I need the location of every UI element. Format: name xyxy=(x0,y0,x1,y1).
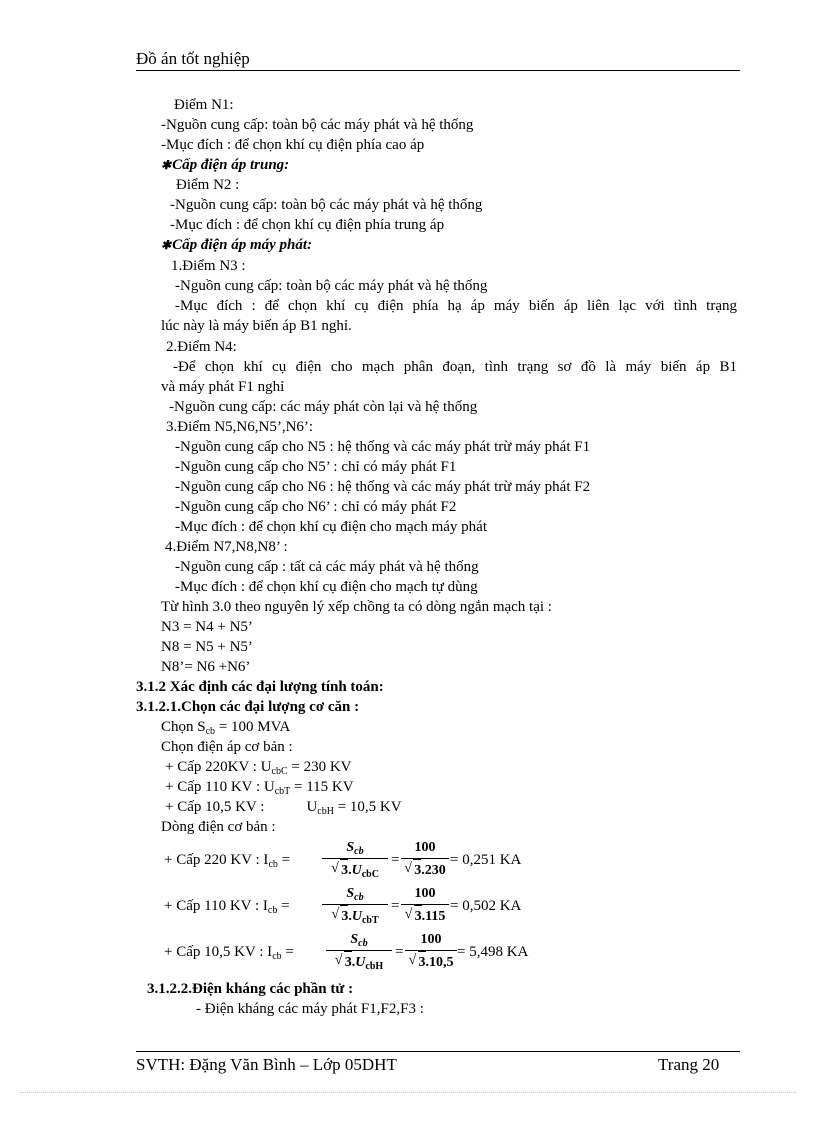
text-line: Từ hình 3.0 theo nguyên lý xếp chồng ta có dòng ngắn mạch tại : xyxy=(161,599,552,615)
text-line: Điểm N2 : xyxy=(176,177,240,193)
text-line: 4.Điểm N7,N8,N8’ : xyxy=(165,539,288,555)
text-line: và máy phát F1 nghỉ xyxy=(161,379,285,395)
footer-author: SVTH: Đặng Văn Bình – Lớp 05DHT xyxy=(136,1055,397,1074)
text-line: -Nguồn cung cấp cho N5 : hệ thống và các máy phát trừ máy phát F1 xyxy=(175,439,591,455)
fraction-numeric: 100 √ 3.10,5 xyxy=(405,930,457,973)
text-line: -Mục đích : để chọn khí cụ điện cho mạch tự dùng xyxy=(175,579,478,595)
text-line: -Mục đích : để chọn khí cụ điện phía hạ áp máy biến áp liên lạc với tình trạng xyxy=(175,298,737,314)
subsection-heading: ✱Cấp điện áp máy phát: xyxy=(161,237,313,253)
text-line: -Để chọn khí cụ điện cho mạch phân đoạn, tình trạng sơ đồ là máy biến áp B1 xyxy=(173,359,737,375)
subsection-heading: ✱Cấp điện áp trung: xyxy=(161,157,290,173)
header-title: Đồ án tốt nghiệp xyxy=(136,49,250,68)
text-line: -Nguồn cung cấp cho N6’ : chỉ có máy phát F2 xyxy=(175,499,457,515)
text-line: -Mục đích : để chọn khí cụ điện phía trung áp xyxy=(170,217,445,233)
bullet-star-icon: ✱ xyxy=(161,158,172,172)
text-line: Chọn $S_{cb} = 100$ MVA xyxy=(161,719,291,737)
square-root-icon: √ 3 xyxy=(405,905,422,928)
text-line: 1.Điểm N3 : xyxy=(171,258,246,274)
text-line: -Nguồn cung cấp: các máy phát còn lại và hệ thống xyxy=(169,399,478,415)
text-line: lúc này là máy biến áp B1 nghỉ. xyxy=(161,318,352,334)
square-root-icon: √ 3 xyxy=(335,951,352,974)
text-line: Chọn điện áp cơ bản : xyxy=(161,739,293,755)
text-line: N8 = N5 + N5’ xyxy=(161,639,253,655)
text-line: + Cấp 10,5 KV : $U_{cbH} = 10,5$ KV xyxy=(165,799,402,817)
text-line: -Nguồn cung cấp : tất cả các máy phát và hệ thống xyxy=(175,559,479,575)
bullet-star-icon: ✱ xyxy=(161,238,172,252)
text-line: -Mục đích : để chọn khí cụ điện phía cao áp xyxy=(161,137,425,153)
text-line: 2.Điểm N4: xyxy=(166,339,237,355)
page-edge-divider xyxy=(20,1092,796,1093)
text-line: Điểm N1: xyxy=(174,97,234,113)
equation-10-5kv: + Cấp 10,5 KV : $I_{cb}$ = $S_{cb}$ √ $3.U_{cbH}$ = 100 √ 3.10,5 = 5,498 KA xyxy=(164,930,554,976)
text-line: -Nguồn cung cấp: toàn bộ các máy phát và hệ thống xyxy=(161,117,474,133)
fraction-numeric: 100 √ 3.230 xyxy=(401,838,449,881)
text-line: -Nguồn cung cấp: toàn bộ các máy phát và hệ thống xyxy=(175,278,488,294)
square-root-icon: √ 3 xyxy=(331,859,348,882)
equation-220kv: + Cấp 220 KV : $I_{cb}$ = $S_{cb}$ √ $3.U_{cbC}$ = 100 √ 3.230 = 0,251 KA xyxy=(164,838,544,884)
fraction-numeric: 100 √ 3.115 xyxy=(401,884,449,927)
text-line: 3.Điểm N5,N6,N5’,N6’: xyxy=(166,419,314,435)
text-line: N3 = N4 + N5’ xyxy=(161,619,253,635)
section-heading: 3.1.2.1.Chọn các đại lượng cơ căn : xyxy=(136,699,360,715)
text-line: -Nguồn cung cấp cho N5’ : chỉ có máy phát F1 xyxy=(175,459,457,475)
text-line: -Nguồn cung cấp cho N6 : hệ thống và các máy phát trừ máy phát F2 xyxy=(175,479,591,495)
section-heading: 3.1.2.2.Điện kháng các phần tử : xyxy=(147,981,354,997)
text-line: + Cấp 110 KV : $U_{cbT} = 115$ KV xyxy=(165,779,354,797)
square-root-icon: √ 3 xyxy=(404,859,421,882)
header-rule xyxy=(136,70,740,71)
square-root-icon: √ 3 xyxy=(409,951,426,974)
page-number: Trang 20 xyxy=(658,1055,720,1074)
text-line: Dòng điện cơ bản : xyxy=(161,819,276,835)
square-root-icon: √ 3 xyxy=(331,905,348,928)
section-heading: 3.1.2 Xác định các đại lượng tính toán: xyxy=(136,679,384,695)
equation-110kv: + Cấp 110 KV : $I_{cb}$ = $S_{cb}$ √ $3.U_{cbT}$ = 100 √ 3.115 = 0,502 KA xyxy=(164,884,544,930)
text-line: N8’= N6 +N6’ xyxy=(161,659,251,675)
text-line: - Điện kháng các máy phát F1,F2,F3 : xyxy=(196,1001,424,1017)
text-line: + Cấp 220KV : $U_{cbC} = 230$ KV xyxy=(165,759,352,777)
footer-rule xyxy=(136,1051,740,1052)
fraction-s-over-u: $S_{cb}$ √ $3.U_{cbT}$ xyxy=(322,884,388,927)
fraction-s-over-u: $S_{cb}$ √ $3.U_{cbH}$ xyxy=(326,930,392,973)
text-line: -Nguồn cung cấp: toàn bộ các máy phát và hệ thống xyxy=(170,197,483,213)
fraction-s-over-u: $S_{cb}$ √ $3.U_{cbC}$ xyxy=(322,838,388,881)
text-line: -Mục đích : để chọn khí cụ điện cho mạch máy phát xyxy=(175,519,487,535)
